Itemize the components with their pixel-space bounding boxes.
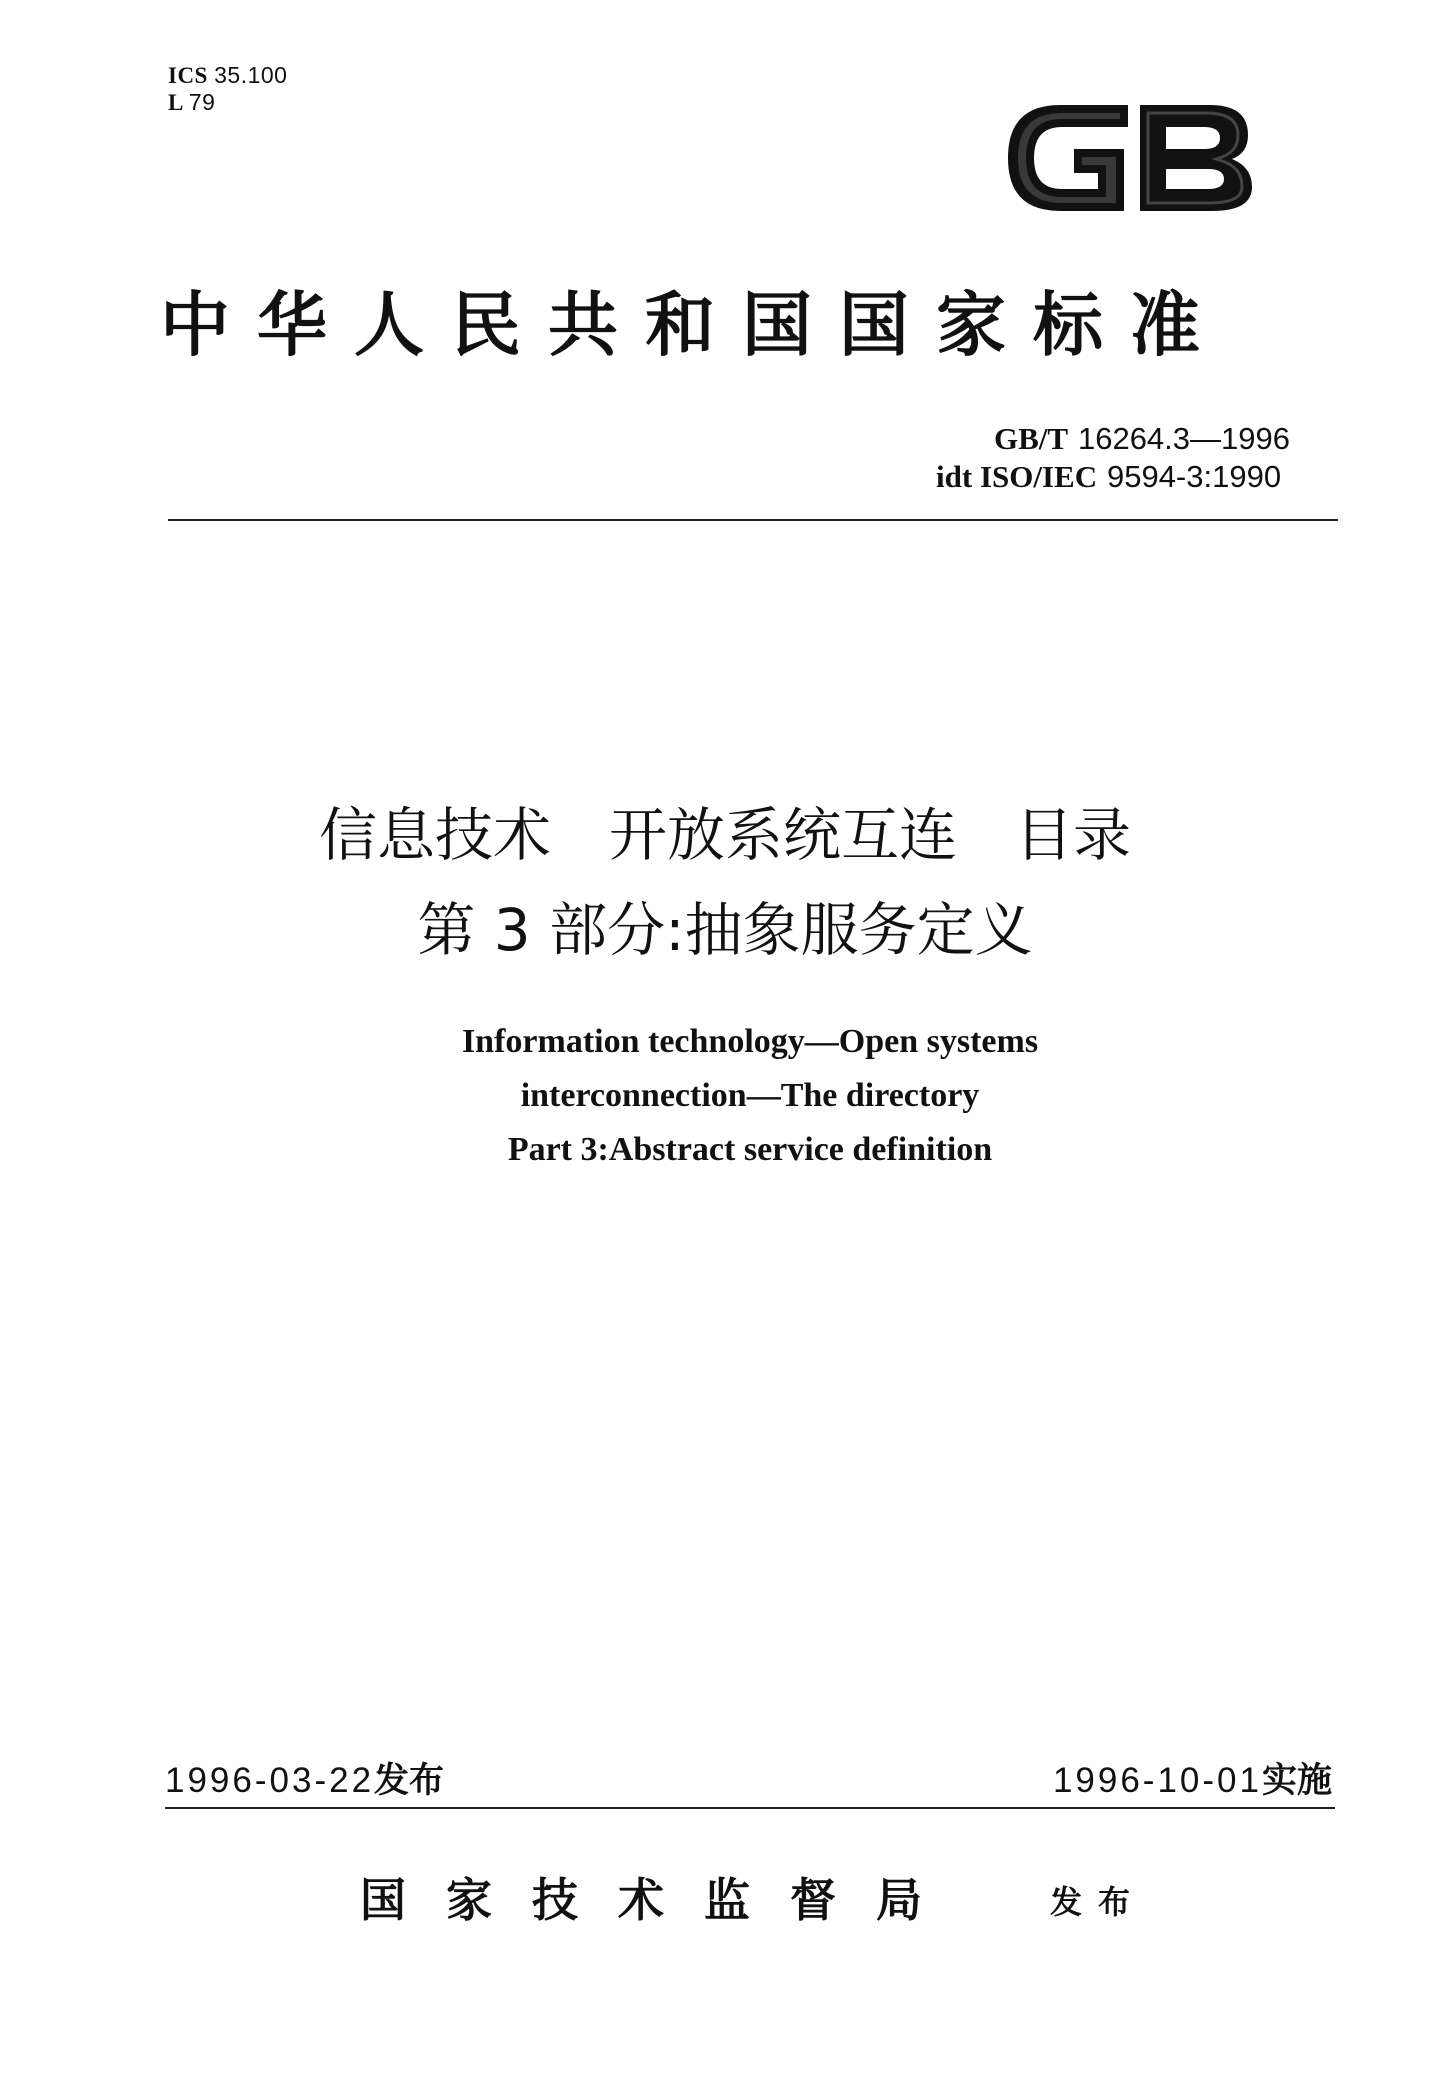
ics-value: 35.100 [214,62,288,88]
implementation-date [1053,1760,1332,1802]
standard-number-block [936,420,1290,496]
implementation-date-word: 实施 [1261,1761,1332,1801]
ccs-value: 79 [188,89,216,115]
title-en-line3: Part 3:Abstract service definition [507,1131,993,1168]
ics-label: ICS [168,63,208,88]
publisher-action: 发布 [1050,1883,1147,1921]
gb-logo-icon [1000,85,1258,231]
top-divider [168,519,1338,521]
publisher-name: 国家技术监督局 [360,1873,962,1927]
title-cn-line2: 第 3 部分:抽象服务定义 [417,896,1033,964]
ics-row [168,62,287,89]
classification-codes [168,62,287,116]
title-cn-line1: 信息技术 开放系统互连 目录 [318,801,1131,869]
idt-row [936,458,1290,496]
idt-value: 9594-3:1990 [1106,459,1282,494]
issue-date-value: 1996-03-22 [165,1761,375,1800]
national-standard-heading: 中华人民共和国国家标准 [160,283,1227,366]
ccs-label: L [168,90,183,115]
ccs-row [168,89,287,116]
bottom-divider [165,1807,1335,1809]
title-en-line2: interconnection—The directory [520,1077,980,1114]
issue-date [165,1760,444,1802]
implementation-date-value: 1996-10-01 [1052,1761,1262,1800]
standard-code-label: GB/T [994,421,1069,456]
idt-label: idt ISO/IEC [936,459,1098,494]
title-en-line1: Information technology—Open systems [461,1023,1039,1060]
standard-code-value: 16264.3—1996 [1077,421,1290,456]
issue-date-word: 发布 [374,1761,445,1801]
standard-code-row [936,420,1290,458]
